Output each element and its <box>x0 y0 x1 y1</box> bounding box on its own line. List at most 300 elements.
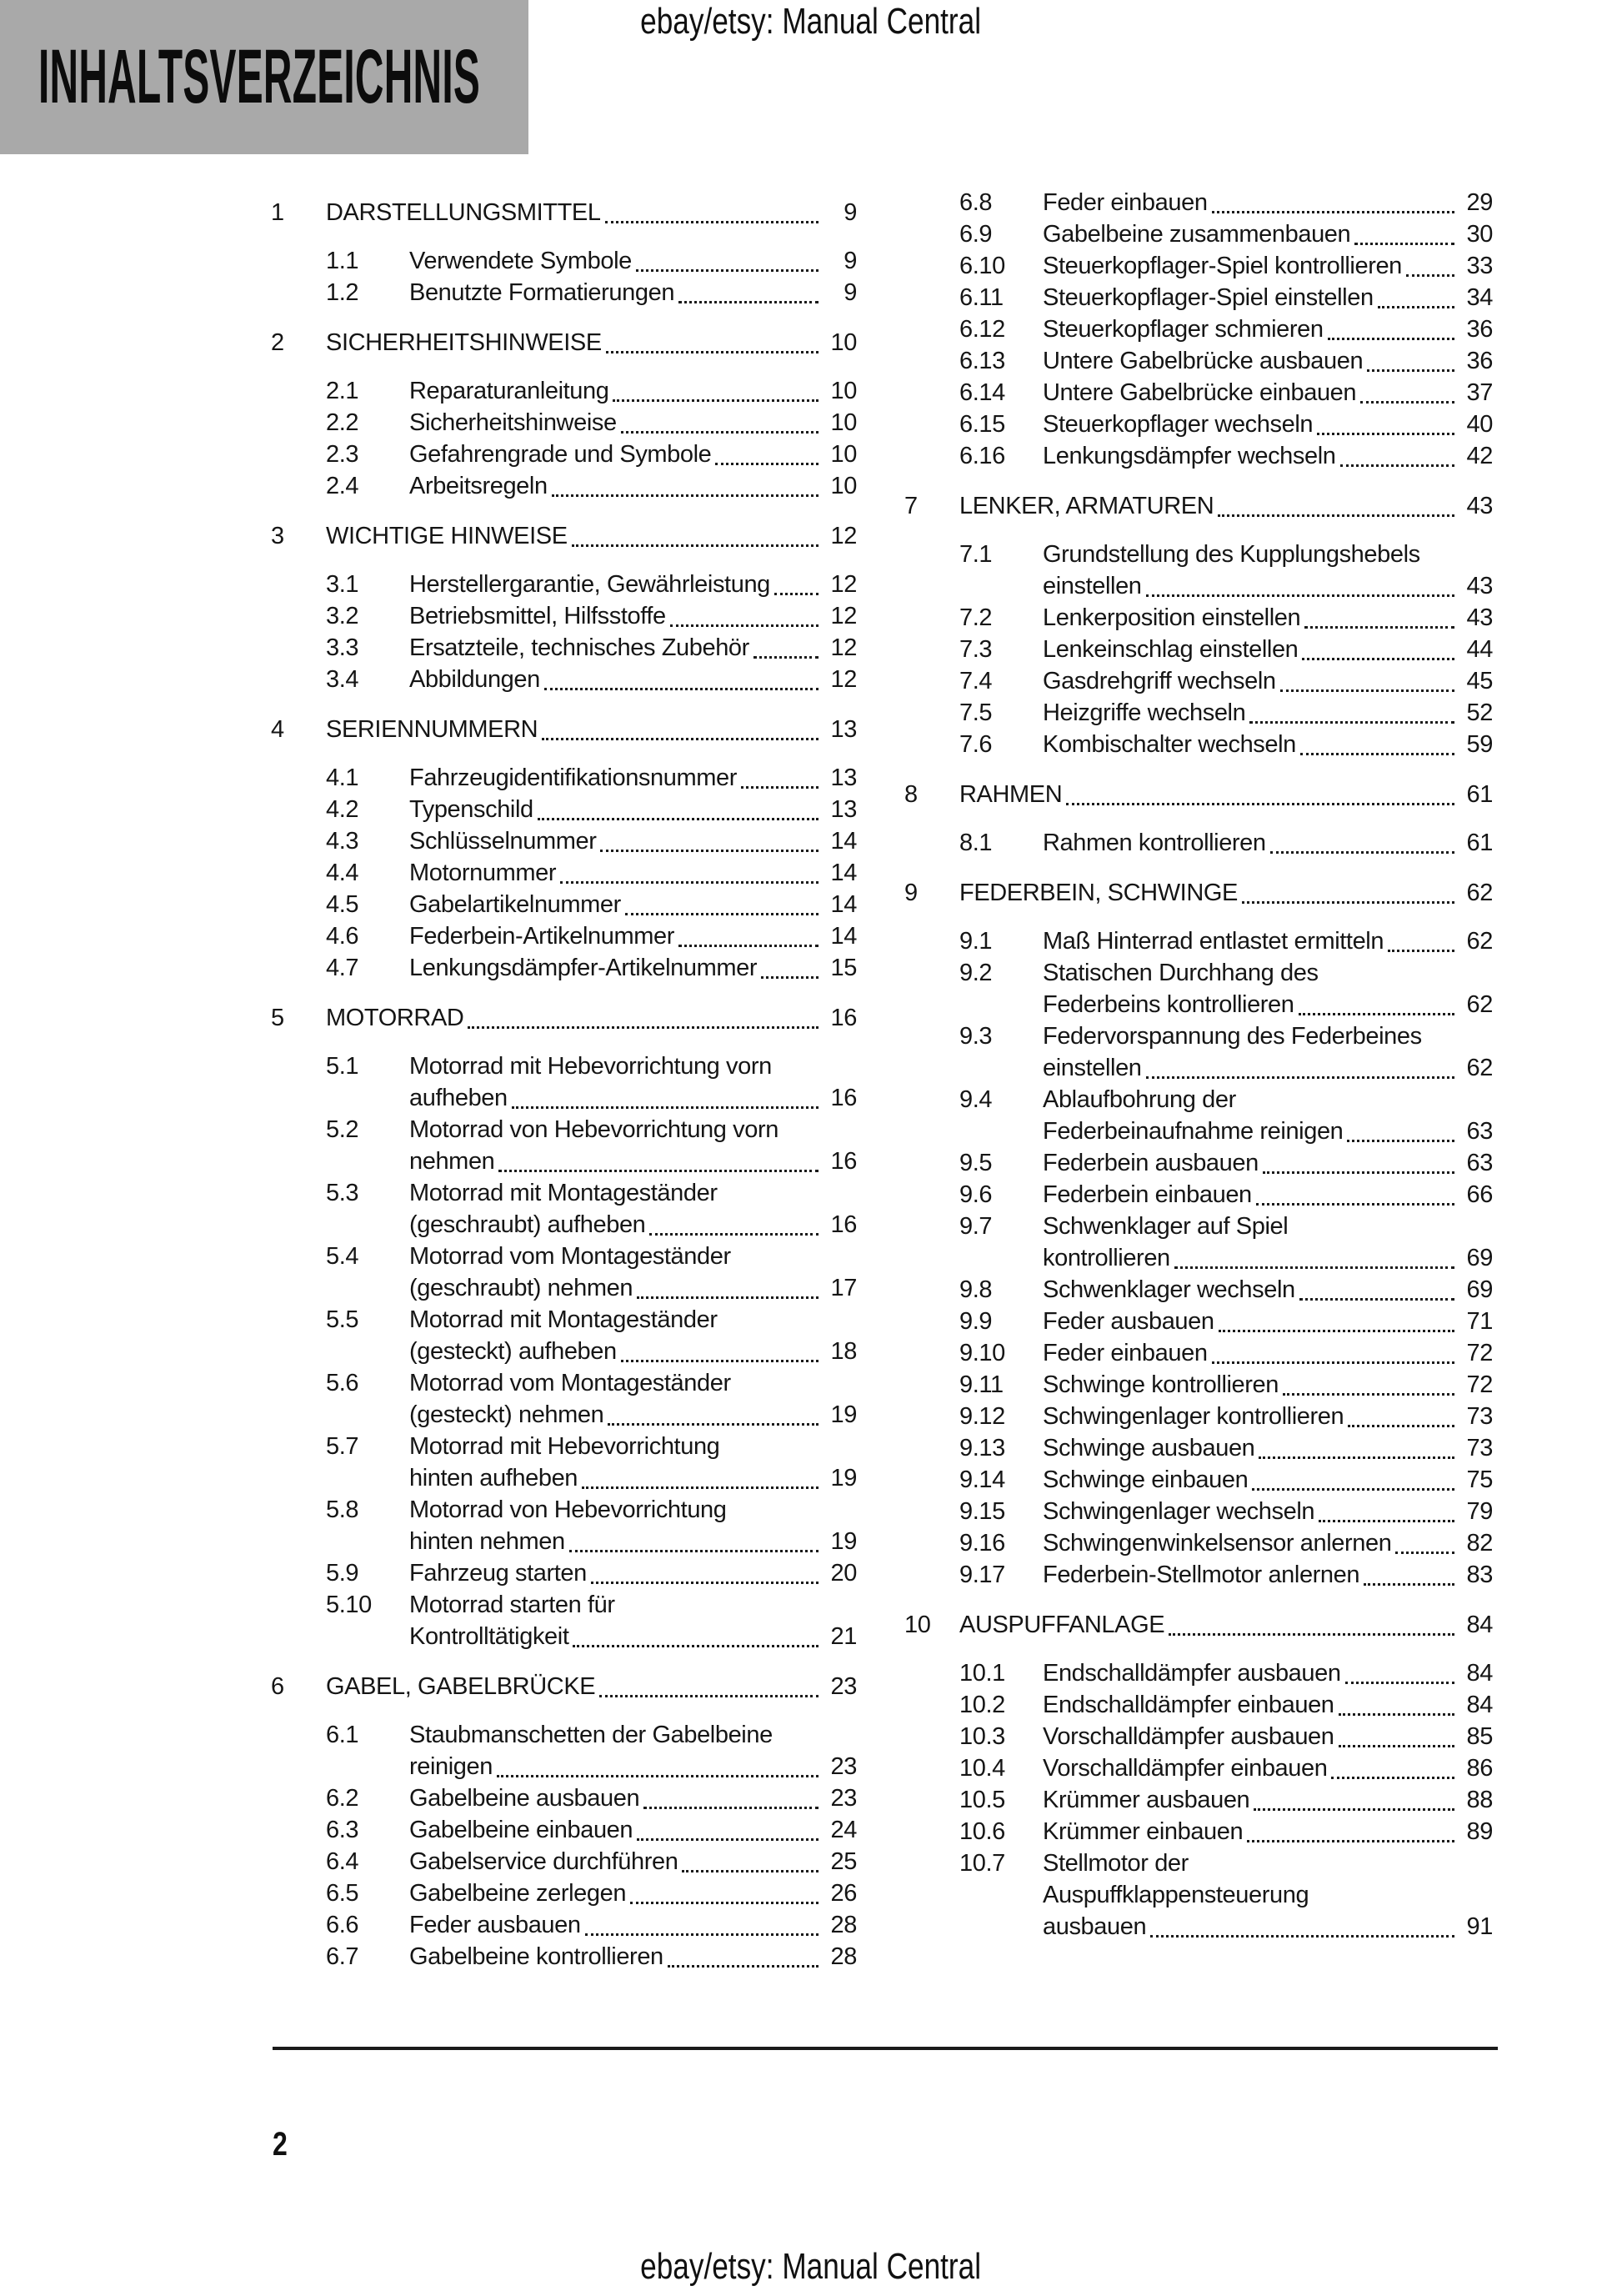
toc-section-row <box>271 1719 857 1782</box>
toc-entry-title: Schwingenwinkelsensor anlernen <box>1043 1530 1392 1557</box>
toc-entry-number: 2.1 <box>326 378 359 404</box>
toc-entry-content <box>409 1941 857 1973</box>
dot-leader <box>1378 282 1454 308</box>
toc-entry-page: 10 <box>830 409 857 436</box>
toc-entry-title: Lenkungsdämpfer wechseln <box>1043 443 1336 469</box>
toc-entry-page: 33 <box>1466 253 1493 279</box>
dot-leader <box>1280 665 1454 692</box>
toc-entry-lastline <box>409 1814 857 1846</box>
toc-entry-title: Lenkungsdämpfer-Artikelnummer <box>409 955 758 981</box>
toc-entry-page: 62 <box>1466 928 1493 955</box>
toc-section-row <box>271 857 857 889</box>
toc-entry-lastline <box>1043 1179 1493 1211</box>
toc-section-row <box>271 1557 857 1589</box>
toc-entry-lastline <box>409 762 857 794</box>
toc-entry-content <box>409 1114 857 1177</box>
toc-entry-title: LENKER, ARMATUREN <box>959 493 1214 519</box>
toc-section-row <box>904 1559 1493 1591</box>
dot-leader <box>1247 1816 1454 1842</box>
toc-entry-title-line: Stellmotor der <box>1043 1850 1189 1877</box>
toc-entry-number: 6.8 <box>959 189 993 216</box>
dot-leader <box>621 407 819 434</box>
dot-leader <box>1395 1527 1454 1554</box>
dot-leader <box>670 600 819 627</box>
toc-entry-content <box>1043 925 1493 957</box>
toc-entry-lastline <box>409 1399 857 1431</box>
toc-entry-title: Abbildungen <box>409 666 540 693</box>
toc-entry-page: 85 <box>1466 1723 1493 1750</box>
toc-entry-title: Feder einbauen <box>1043 189 1208 216</box>
toc-entry-content <box>409 1877 857 1909</box>
toc-entry-number: 5 <box>271 1005 284 1031</box>
toc-entry-lastline <box>409 470 857 502</box>
toc-entry-lastline <box>1043 1432 1493 1464</box>
toc-entry-title: hinten nehmen <box>409 1528 565 1555</box>
toc-entry-content <box>409 1050 857 1114</box>
toc-section-row <box>904 729 1493 760</box>
toc-entry-lastline <box>1043 1401 1493 1432</box>
toc-entry-content <box>409 600 857 632</box>
toc-entry-number: 6.10 <box>959 253 1005 279</box>
dot-leader <box>542 714 819 740</box>
toc-chapter-row <box>271 520 857 552</box>
toc-entry-number: 10.1 <box>959 1660 1005 1687</box>
toc-entry-title: Heizgriffe wechseln <box>1043 699 1246 726</box>
toc-entry-lastline <box>1043 218 1493 250</box>
toc-entry-title: (geschraubt) aufheben <box>409 1211 646 1238</box>
toc-entry-page: 12 <box>830 603 857 629</box>
toc-entry-page: 82 <box>1466 1530 1493 1557</box>
toc-entry-title: (gesteckt) nehmen <box>409 1401 604 1428</box>
footer-rule <box>273 2047 1498 2050</box>
toc-entry-lastline <box>409 1782 857 1814</box>
toc-entry-title: Kontrolltätigkeit <box>409 1623 569 1650</box>
toc-entry-number: 5.5 <box>326 1306 359 1333</box>
toc-entry-page: 14 <box>830 860 857 886</box>
toc-entry-title-line: Motorrad von Hebevorrichtung vorn <box>409 1116 778 1143</box>
toc-entry-lastline <box>1043 1527 1493 1559</box>
toc-entry-page: 21 <box>830 1623 857 1650</box>
toc-entry-content <box>1043 665 1493 697</box>
toc-entry-content <box>409 1909 857 1941</box>
toc-entry-title: SICHERHEITSHINWEISE <box>326 329 602 356</box>
toc-section-row <box>904 1689 1493 1721</box>
toc-entry-content <box>1043 1306 1493 1337</box>
toc-entry-content <box>1043 1689 1493 1721</box>
toc-entry-content <box>1043 377 1493 409</box>
toc-section-row <box>271 1909 857 1941</box>
toc-entry-number: 2.3 <box>326 441 359 468</box>
toc-entry-number: 6.13 <box>959 348 1005 374</box>
toc-entry-number: 9.3 <box>959 1023 993 1050</box>
toc-entry-title: Gabelservice durchführen <box>409 1848 678 1875</box>
toc-entry-content <box>1043 218 1493 250</box>
dot-leader <box>608 1399 819 1426</box>
toc-entry-number: 9.8 <box>959 1276 993 1303</box>
toc-section-row <box>904 345 1493 377</box>
toc-section-row <box>904 1527 1493 1559</box>
toc-entry-lastline <box>409 1462 857 1494</box>
toc-entry-title: Motornummer <box>409 860 557 886</box>
toc-entry-number: 5.9 <box>326 1560 359 1587</box>
dot-leader <box>637 1272 819 1299</box>
dot-leader <box>599 1671 819 1697</box>
toc-entry-number: 5.6 <box>326 1370 359 1396</box>
toc-entry-page: 24 <box>830 1817 857 1843</box>
toc-entry-lastline <box>409 889 857 920</box>
toc-entry-lastline <box>409 1846 857 1877</box>
toc-entry-lastline <box>1043 1689 1493 1721</box>
toc-entry-lastline <box>409 857 857 889</box>
page-title: INHALTSVERZEICHNIS <box>38 34 481 119</box>
toc-entry-lastline <box>1043 1337 1493 1369</box>
toc-entry-page: 18 <box>830 1338 857 1365</box>
toc-section-row <box>904 1816 1493 1847</box>
toc-section-row <box>904 187 1493 218</box>
toc-entry-content <box>409 277 857 308</box>
toc-section-row <box>904 925 1493 957</box>
toc-entry-title-line: Motorrad mit Montageständer <box>409 1306 718 1333</box>
toc-entry-number: 2.4 <box>326 473 359 499</box>
toc-entry-content <box>409 1241 857 1304</box>
toc-entry-lastline <box>1043 1274 1493 1306</box>
toc-entry-content <box>409 245 857 277</box>
toc-entry-lastline <box>1043 1816 1493 1847</box>
toc-entry-title: Schwenklager wechseln <box>1043 1276 1295 1303</box>
toc-entry-title-line: Motorrad vom Montageständer <box>409 1243 731 1270</box>
toc-entry-content <box>1043 1211 1493 1274</box>
toc-entry-title: hinten aufheben <box>409 1465 578 1491</box>
toc-entry-lastline <box>409 439 857 470</box>
toc-section-row <box>904 827 1493 859</box>
toc-chapter-row <box>271 197 857 228</box>
toc-entry-title-line: Ablaufbohrung der <box>1043 1086 1236 1113</box>
toc-entry-title: Gabelbeine zerlegen <box>409 1880 627 1907</box>
toc-entry-title-line: Federvorspannung des Federbeines <box>1043 1023 1422 1050</box>
toc-entry-title: Endschalldämpfer ausbauen <box>1043 1660 1341 1687</box>
toc-entry-title: Schlüsselnummer <box>409 828 597 855</box>
dot-leader <box>668 1941 819 1968</box>
toc-entry-title-line: Grundstellung des Kupplungshebels <box>1043 541 1420 568</box>
toc-entry-content <box>1043 187 1493 218</box>
toc-entry-page: 13 <box>830 796 857 823</box>
toc-section-row <box>904 250 1493 282</box>
toc-entry-number: 3.3 <box>326 634 359 661</box>
toc-entry-page: 13 <box>830 716 857 743</box>
toc-entry-page: 10 <box>830 329 857 356</box>
toc-entry-page: 45 <box>1466 668 1493 694</box>
toc-entry-page: 89 <box>1466 1818 1493 1845</box>
toc-section-row <box>271 1814 857 1846</box>
toc-entry-lastline <box>1043 634 1493 665</box>
toc-entry-number: 1.1 <box>326 248 359 274</box>
toc-section-row <box>271 1782 857 1814</box>
toc-entry-number: 10.7 <box>959 1850 1005 1877</box>
toc-section-row <box>904 409 1493 440</box>
toc-entry-title: Federbeinaufnahme reinigen <box>1043 1118 1344 1145</box>
toc-section-row <box>271 1114 857 1177</box>
toc-entry-page: 83 <box>1466 1562 1493 1588</box>
toc-entry-page: 19 <box>830 1528 857 1555</box>
toc-entry-content <box>409 569 857 600</box>
toc-entry-lastline <box>409 277 857 308</box>
toc-entry-number: 6.2 <box>326 1785 359 1812</box>
dot-leader <box>1331 1752 1454 1779</box>
dot-leader <box>1300 729 1454 755</box>
toc-section-row <box>271 952 857 984</box>
toc-entry-page: 16 <box>830 1211 857 1238</box>
toc-entry-lastline <box>409 600 857 632</box>
toc-entry-content <box>1043 1432 1493 1464</box>
toc-section-row <box>904 1847 1493 1943</box>
dot-leader <box>1348 1401 1454 1427</box>
dot-leader <box>613 375 819 402</box>
toc-entry-title: Feder ausbauen <box>409 1912 581 1938</box>
toc-section-row <box>271 439 857 470</box>
toc-entry-lastline <box>409 1877 857 1909</box>
toc-section-row <box>904 1432 1493 1464</box>
document-header-title: ebay/etsy: Manual Central <box>640 1 982 42</box>
toc-entry-content <box>409 1782 857 1814</box>
toc-section-row <box>904 1274 1493 1306</box>
dot-leader <box>1339 1689 1454 1716</box>
toc-entry-page: 12 <box>830 634 857 661</box>
toc-entry-number: 6.16 <box>959 443 1005 469</box>
toc-entry-page: 86 <box>1466 1755 1493 1782</box>
dot-leader <box>678 920 819 947</box>
toc-entry-lastline <box>1043 409 1493 440</box>
toc-entry-content <box>1043 1559 1493 1591</box>
toc-entry-title: (gesteckt) aufheben <box>409 1338 617 1365</box>
dot-leader <box>1317 409 1454 435</box>
dot-leader <box>512 1082 819 1109</box>
toc-entry-lastline <box>1043 250 1493 282</box>
toc-entry-number: 10.3 <box>959 1723 1005 1750</box>
toc-entry-page: 59 <box>1466 731 1493 758</box>
dot-leader <box>1406 250 1454 277</box>
toc-entry-title: Vorschalldämpfer ausbauen <box>1043 1723 1334 1750</box>
toc-entry-number: 6 <box>271 1673 284 1700</box>
toc-entry-title: Fahrzeugidentifikationsnummer <box>409 764 737 791</box>
dot-leader <box>1254 1784 1454 1811</box>
toc-entry-content <box>1043 1721 1493 1752</box>
toc-entry-page: 10 <box>830 378 857 404</box>
toc-entry-lastline <box>1043 1464 1493 1496</box>
toc-entry-title: Schwingenlager kontrollieren <box>1043 1403 1344 1430</box>
toc-entry-content <box>1043 1020 1493 1084</box>
toc-entry-page: 62 <box>1466 991 1493 1018</box>
toc-entry-page: 43 <box>1466 604 1493 631</box>
toc-entry-title: ausbauen <box>1043 1913 1147 1940</box>
toc-entry-page: 14 <box>830 828 857 855</box>
toc-entry-title: Schwinge ausbauen <box>1043 1435 1255 1461</box>
toc-entry-lastline <box>409 1909 857 1941</box>
toc-entry-page: 63 <box>1466 1150 1493 1176</box>
toc-entry-lastline <box>1043 1784 1493 1816</box>
toc-entry-lastline <box>409 825 857 857</box>
toc-entry-content <box>1043 1084 1493 1147</box>
toc-entry-content <box>1043 1527 1493 1559</box>
toc-entry-lastline <box>1043 313 1493 345</box>
dot-leader <box>1169 1609 1454 1636</box>
toc-entry-title: GABEL, GABELBRÜCKE <box>326 1673 596 1700</box>
toc-section-row <box>904 1401 1493 1432</box>
toc-entry-page: 19 <box>830 1465 857 1491</box>
toc-entry-page: 61 <box>1466 781 1493 808</box>
toc-entry-content <box>409 1431 857 1494</box>
toc-entry-page: 29 <box>1466 189 1493 216</box>
dot-leader <box>1259 1432 1454 1459</box>
toc-entry-number: 6.15 <box>959 411 1005 438</box>
dot-leader <box>1218 490 1454 517</box>
toc-entry-number: 5.4 <box>326 1243 359 1270</box>
toc-entry-title: Herstellergarantie, Gewährleistung <box>409 571 770 598</box>
toc-entry-content <box>1043 957 1493 1020</box>
toc-entry-content <box>409 1846 857 1877</box>
toc-entry-content <box>1043 1274 1493 1306</box>
toc-entry-content <box>409 1177 857 1241</box>
toc-entry-content <box>1043 827 1493 859</box>
toc-entry-lastline <box>1043 697 1493 729</box>
toc-section-row <box>904 440 1493 472</box>
toc-entry-title-line: Motorrad mit Hebevorrichtung vorn <box>409 1053 772 1080</box>
toc-section-row <box>271 1589 857 1652</box>
dot-leader <box>1299 1274 1454 1301</box>
toc-entry-lastline <box>409 407 857 439</box>
dot-leader <box>1360 377 1454 404</box>
toc-entry-number: 6.3 <box>326 1817 359 1843</box>
toc-entry-lastline <box>409 1526 857 1557</box>
dot-leader <box>1304 602 1454 629</box>
dot-leader <box>1256 1179 1454 1206</box>
toc-entry-number: 4 <box>271 716 284 743</box>
dot-leader <box>552 470 819 497</box>
toc-section-row <box>904 1657 1493 1689</box>
toc-section-row <box>904 602 1493 634</box>
toc-entry-lastline <box>409 794 857 825</box>
dot-leader <box>637 1814 819 1841</box>
toc-entry-page: 79 <box>1466 1498 1493 1525</box>
toc-entry-lastline <box>1043 377 1493 409</box>
toc-entry-title: nehmen <box>409 1148 495 1175</box>
toc-entry-title: Steuerkopflager wechseln <box>1043 411 1314 438</box>
toc-entry-page: 10 <box>830 473 857 499</box>
toc-entry-page: 30 <box>1466 221 1493 248</box>
toc-entry-page: 14 <box>830 891 857 918</box>
toc-entry-lastline <box>409 632 857 664</box>
toc-entry-number: 4.6 <box>326 923 359 950</box>
toc-entry-page: 75 <box>1466 1466 1493 1493</box>
toc-entry-title: Typenschild <box>409 796 533 823</box>
toc-entry-title: FEDERBEIN, SCHWINGE <box>959 880 1238 906</box>
toc-entry-number: 1 <box>271 199 284 226</box>
toc-entry-content <box>1043 345 1493 377</box>
dot-leader <box>606 327 819 353</box>
document-footer-title: ebay/etsy: Manual Central <box>640 2246 982 2287</box>
toc-entry-content <box>1043 1337 1493 1369</box>
toc-entry-title: Gabelartikelnummer <box>409 891 621 918</box>
dot-leader <box>544 664 819 690</box>
dot-leader <box>649 1209 819 1236</box>
dot-leader <box>582 1462 819 1489</box>
toc-section-row <box>904 1084 1493 1147</box>
toc-section-row <box>271 794 857 825</box>
dot-leader <box>1249 697 1454 724</box>
toc-entry-title: Gasdrehgriff wechseln <box>1043 668 1276 694</box>
toc-entry-lastline <box>1043 1721 1493 1752</box>
toc-entry-lastline <box>409 1272 857 1304</box>
toc-section-row <box>271 1050 857 1114</box>
dot-leader <box>600 825 819 852</box>
toc-entry-title-line: Motorrad mit Montageständer <box>409 1180 718 1206</box>
toc-entry-page: 91 <box>1466 1913 1493 1940</box>
toc-entry-content <box>409 1367 857 1431</box>
toc-entry-number: 7.3 <box>959 636 993 663</box>
toc-entry-title: Untere Gabelbrücke einbauen <box>1043 379 1357 406</box>
toc-entry-page: 84 <box>1466 1660 1493 1687</box>
dot-leader <box>1388 925 1454 952</box>
toc-entry-title: Federbein einbauen <box>1043 1181 1252 1208</box>
toc-entry-lastline <box>1043 1052 1493 1084</box>
toc-entry-title-line: Motorrad starten für <box>409 1592 615 1618</box>
toc-entry-title: Reparaturanleitung <box>409 378 609 404</box>
toc-entry-lastline <box>1043 1496 1493 1527</box>
toc-entry-lastline <box>409 1209 857 1241</box>
toc-entry-number: 3.1 <box>326 571 359 598</box>
toc-entry-page: 36 <box>1466 316 1493 343</box>
toc-entry-content <box>409 439 857 470</box>
toc-entry-lastline <box>1043 602 1493 634</box>
toc-chapter-row <box>904 877 1493 909</box>
toc-section-row <box>904 1496 1493 1527</box>
toc-section-row <box>271 1304 857 1367</box>
toc-chapter-row <box>271 327 857 358</box>
toc-entry-content <box>409 1557 857 1589</box>
dot-leader <box>468 1002 819 1029</box>
toc-entry-title: Lenkeinschlag einstellen <box>1043 636 1299 663</box>
toc-chapter-row <box>904 490 1493 522</box>
toc-section-row <box>271 470 857 502</box>
toc-entry-number: 7.6 <box>959 731 993 758</box>
dot-leader <box>1328 313 1454 340</box>
toc-entry-title: Endschalldämpfer einbauen <box>1043 1692 1334 1718</box>
toc-entry-number: 9.9 <box>959 1308 993 1335</box>
toc-entry-title: Gabelbeine einbauen <box>409 1817 633 1843</box>
toc-entry-number: 9.10 <box>959 1340 1005 1366</box>
toc-entry-number: 9.5 <box>959 1150 993 1176</box>
toc-entry-page: 72 <box>1466 1371 1493 1398</box>
toc-entry-content <box>1043 1179 1493 1211</box>
dot-leader <box>1150 1911 1454 1938</box>
toc-entry-lastline <box>1043 1147 1493 1179</box>
toc-entry-content <box>1043 1784 1493 1816</box>
toc-entry-content <box>1043 602 1493 634</box>
dot-leader <box>1299 989 1454 1015</box>
toc-entry-number: 5.8 <box>326 1496 359 1523</box>
dot-leader <box>1354 218 1454 245</box>
toc-entry-number: 9.7 <box>959 1213 993 1240</box>
dot-leader <box>774 569 819 595</box>
toc-entry-page: 16 <box>830 1005 857 1031</box>
toc-entry-title: einstellen <box>1043 573 1142 599</box>
toc-entry-page: 23 <box>830 1753 857 1780</box>
toc-entry-lastline <box>409 1941 857 1973</box>
toc-entry-title: Schwingenlager wechseln <box>1043 1498 1315 1525</box>
toc-entry-content <box>1043 1657 1493 1689</box>
toc-entry-page: 44 <box>1466 636 1493 663</box>
toc-entry-content <box>409 889 857 920</box>
toc-entry-title: Schwinge einbauen <box>1043 1466 1249 1493</box>
